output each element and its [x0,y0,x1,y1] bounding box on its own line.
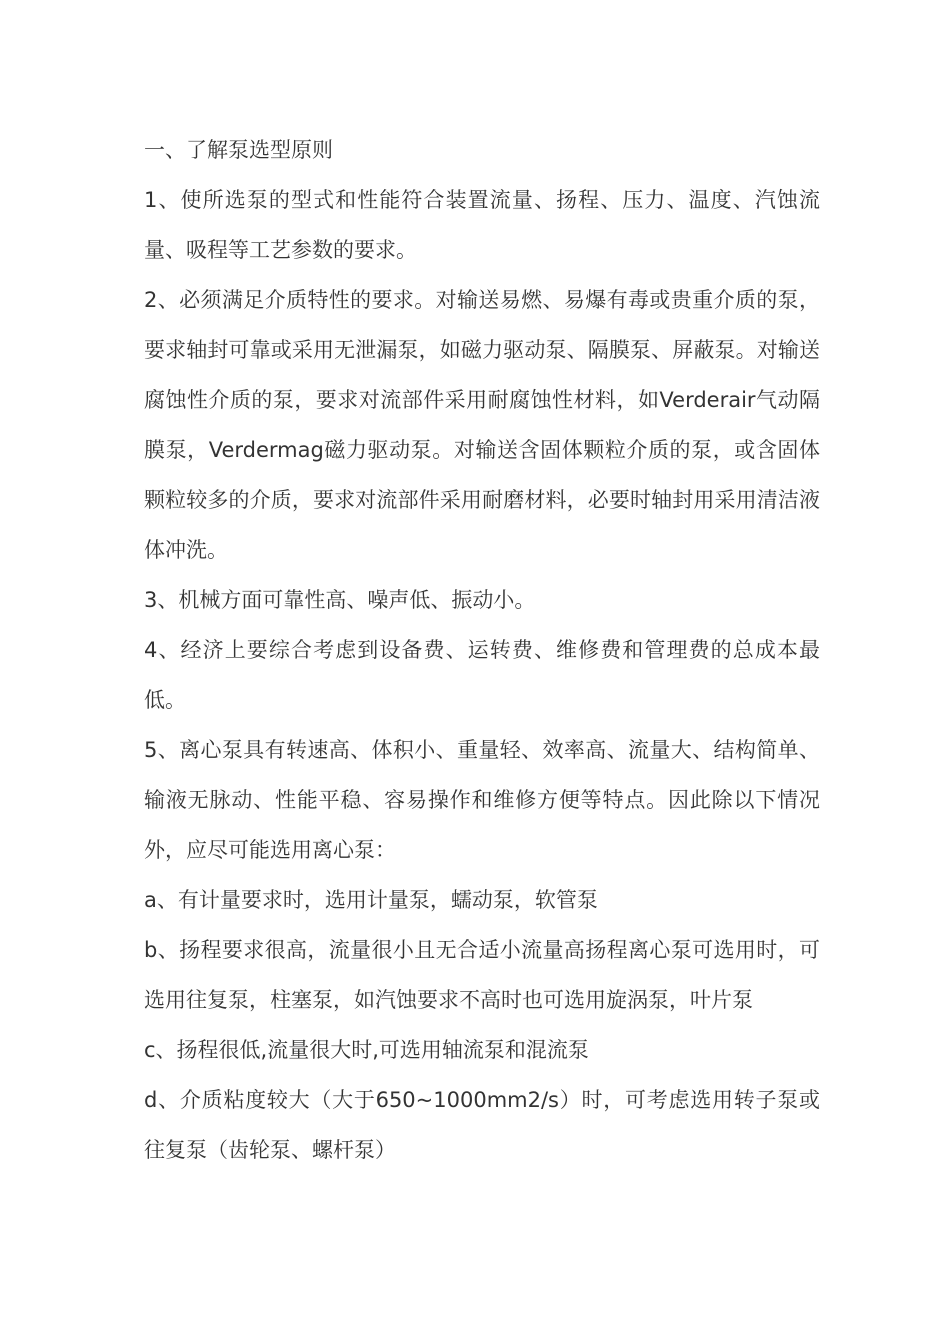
paragraph-item-a: a、有计量要求时，选用计量泵，蠕动泵，软管泵 [144,888,598,912]
paragraph-item-d: d、介质粘度较大（大于650~1000mm2/s）时，可考虑选用转子泵或往复泵（齿轮泵、螺杆泵） [144,1088,820,1162]
section-heading: 一、了解泵选型原则 [144,138,333,162]
paragraph-item-c: c、扬程很低,流量很大时,可选用轴流泵和混流泵 [144,1038,589,1062]
paragraph-item-b: b、扬程要求很高，流量很小且无合适小流量高扬程离心泵可选用时，可选用往复泵，柱塞泵，如汽蚀要求不高时也可选用旋涡泵，叶片泵 [144,938,820,1012]
paragraph-item-3: 3、机械方面可靠性高、噪声低、振动小。 [144,588,536,612]
paragraph-item-5: 5、离心泵具有转速高、体积小、重量轻、效率高、流量大、结构简单、输液无脉动、性能平稳、容易操作和维修方便等特点。因此除以下情况外，应尽可能选用离心泵： [144,738,820,862]
document-body [144,125,820,1175]
paragraph-item-4: 4、经济上要综合考虑到设备费、运转费、维修费和管理费的总成本最低。 [144,638,820,712]
paragraph-item-2: 2、必须满足介质特性的要求。对输送易燃、易爆有毒或贵重介质的泵，要求轴封可靠或采用无泄漏泵，如磁力驱动泵、隔膜泵、屏蔽泵。对输送腐蚀性介质的泵，要求对流部件采用耐腐蚀性材料，如Verderair气动隔膜泵，Verdermag磁力驱动泵。对输送含固体颗粒介质的泵，或含固体颗粒较多的介质，要求对流部件采用耐磨材料，必要时轴封用采用清洁液体冲洗。 [144,288,820,562]
paragraph-item-1: 1、使所选泵的型式和性能符合装置流量、扬程、压力、温度、汽蚀流量、吸程等工艺参数的要求。 [144,188,820,262]
